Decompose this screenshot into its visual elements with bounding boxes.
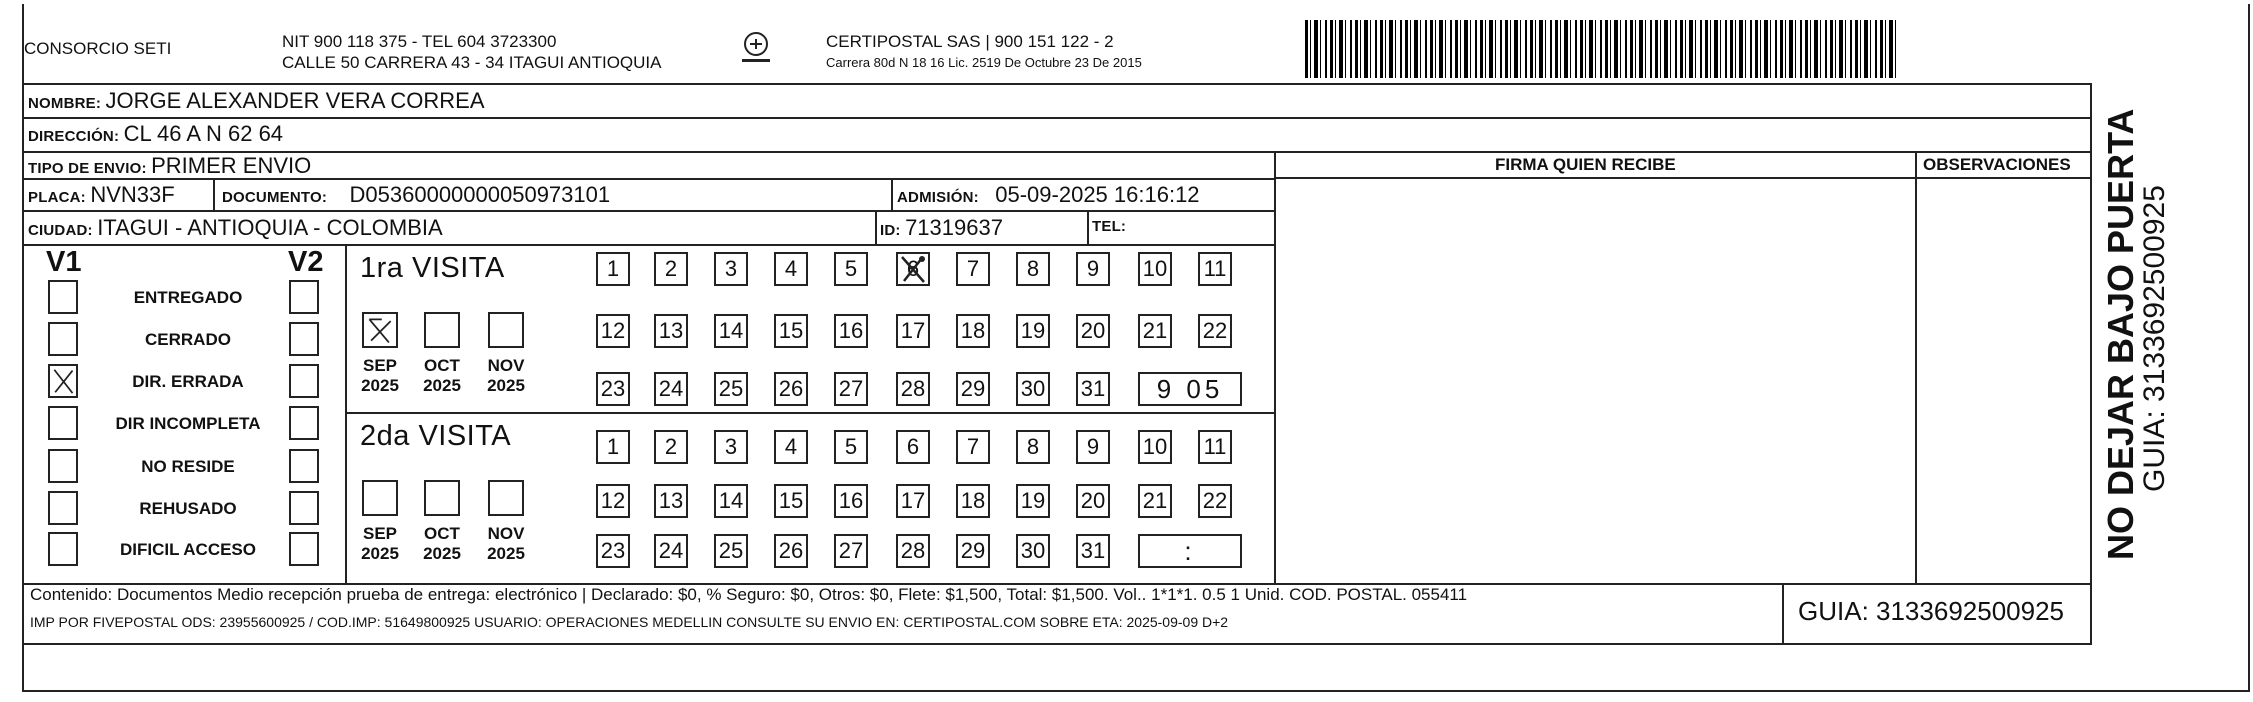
- month-checkbox-nov[interactable]: [488, 480, 524, 516]
- day-box[interactable]: 8: [1016, 252, 1050, 286]
- v2-status-checkbox[interactable]: [289, 491, 319, 525]
- admision-label: ADMISIÓN:: [897, 189, 979, 206]
- day-box[interactable]: 27: [834, 534, 868, 568]
- month-checkbox-sep[interactable]: [362, 312, 398, 348]
- documento-label: DOCUMENTO:: [222, 189, 328, 206]
- license-line: Carrera 80d N 18 16 Lic. 2519 De Octubre 23 De 2015: [826, 55, 1142, 70]
- v2-status-checkbox[interactable]: [289, 449, 319, 483]
- company-name: CONSORCIO SETI: [24, 39, 172, 58]
- month-label: SEP 2025: [361, 356, 399, 395]
- day-box[interactable]: 21: [1138, 484, 1172, 518]
- day-box[interactable]: 20: [1076, 484, 1110, 518]
- status-label: NO RESIDE: [141, 457, 235, 476]
- v2-status-checkbox[interactable]: [289, 322, 319, 356]
- day-box[interactable]: 20: [1076, 314, 1110, 348]
- admision-value: 05-09-2025 16:16:12: [995, 182, 1200, 207]
- day-box[interactable]: 29: [956, 372, 990, 406]
- day-box[interactable]: 17: [896, 314, 930, 348]
- day-box[interactable]: 3: [714, 430, 748, 464]
- day-box[interactable]: 21: [1138, 314, 1172, 348]
- day-box[interactable]: 22: [1198, 314, 1232, 348]
- day-box[interactable]: 10: [1138, 252, 1172, 286]
- side-guia: GUIA: 3133692500925: [2138, 185, 2171, 492]
- day-box[interactable]: 2: [654, 252, 688, 286]
- month-label: NOV 2025: [487, 356, 525, 395]
- id-value: 71319637: [905, 215, 1003, 240]
- day-box[interactable]: 10: [1138, 430, 1172, 464]
- month-label: OCT 2025: [423, 524, 461, 563]
- day-box[interactable]: 9: [1076, 252, 1110, 286]
- firma-header: FIRMA QUIEN RECIBE: [1495, 155, 1676, 174]
- day-box[interactable]: 17: [896, 484, 930, 518]
- tel-label: TEL:: [1092, 218, 1127, 235]
- side-warning: NO DEJAR BAJO PUERTA: [2100, 108, 2141, 560]
- day-box[interactable]: 28: [896, 534, 930, 568]
- status-label: DIR. ERRADA: [132, 372, 244, 391]
- day-box[interactable]: 29: [956, 534, 990, 568]
- v2-status-checkbox[interactable]: [289, 406, 319, 440]
- day-box[interactable]: 22: [1198, 484, 1232, 518]
- day-box[interactable]: 26: [774, 372, 808, 406]
- day-box[interactable]: 16: [834, 314, 868, 348]
- month-checkbox-oct[interactable]: [424, 480, 460, 516]
- day-box[interactable]: 13: [654, 314, 688, 348]
- footer-guia: GUIA: 3133692500925: [1798, 596, 2064, 626]
- day-box[interactable]: 9: [1076, 430, 1110, 464]
- footer-print-line: IMP POR FIVEPOSTAL ODS: 23955600925 / COD.IMP: 51649800925 USUARIO: OPERACIONES MEDELLIN CONSULTE SU ENVIO EN: CERTIPOSTAL.COM SOBRE ETA: 2025-09-09 D+2: [30, 614, 1229, 630]
- day-box[interactable]: 19: [1016, 314, 1050, 348]
- day-box[interactable]: 4: [774, 252, 808, 286]
- day-box[interactable]: 14: [714, 314, 748, 348]
- tipo-envio-value: PRIMER ENVIO: [151, 153, 312, 178]
- day-box[interactable]: 4: [774, 430, 808, 464]
- day-box[interactable]: 24: [654, 372, 688, 406]
- day-box[interactable]: 7: [956, 430, 990, 464]
- day-box[interactable]: 12: [596, 314, 630, 348]
- v1-status-checkbox[interactable]: [48, 364, 78, 398]
- day-box[interactable]: 16: [834, 484, 868, 518]
- day-box[interactable]: 18: [956, 484, 990, 518]
- certipostal-logo-icon: [738, 30, 774, 66]
- day-box[interactable]: 25: [714, 372, 748, 406]
- v1-status-checkbox[interactable]: [48, 449, 78, 483]
- v2-status-checkbox[interactable]: [289, 532, 319, 566]
- month-checkbox-sep[interactable]: [362, 480, 398, 516]
- status-label: DIR INCOMPLETA: [115, 414, 261, 433]
- certipostal-line: CERTIPOSTAL SAS | 900 151 122 - 2: [826, 32, 1114, 51]
- day-box[interactable]: 31: [1076, 372, 1110, 406]
- day-box[interactable]: 15: [774, 484, 808, 518]
- v1-status-checkbox[interactable]: [48, 406, 78, 440]
- nit-line: NIT 900 118 375 - TEL 604 3723300: [282, 32, 557, 51]
- day-box[interactable]: 11: [1198, 430, 1232, 464]
- nombre-value: JORGE ALEXANDER VERA CORREA: [105, 88, 485, 113]
- day-box[interactable]: 30: [1016, 372, 1050, 406]
- guide-form: [22, 83, 2092, 645]
- month-label: NOV 2025: [487, 524, 525, 563]
- second-visit-title: 2da VISITA: [360, 420, 512, 452]
- first-visit-title: 1ra VISITA: [360, 252, 505, 284]
- day-box[interactable]: 8: [1016, 430, 1050, 464]
- day-box[interactable]: 6: [896, 430, 930, 464]
- v2-header: V2: [288, 246, 324, 278]
- nombre-label: NOMBRE:: [28, 95, 102, 112]
- id-label: ID:: [880, 222, 901, 239]
- v1-status-checkbox[interactable]: [48, 532, 78, 566]
- v2-status-checkbox[interactable]: [289, 280, 319, 314]
- day-box[interactable]: 5: [834, 430, 868, 464]
- ciudad-label: CIUDAD:: [28, 222, 93, 239]
- observaciones-header: OBSERVACIONES: [1923, 155, 2071, 174]
- day-box[interactable]: 25: [714, 534, 748, 568]
- direccion-label: DIRECCIÓN:: [28, 128, 120, 145]
- day-box[interactable]: 19: [1016, 484, 1050, 518]
- status-label: REHUSADO: [139, 499, 237, 518]
- day-box[interactable]: 26: [774, 534, 808, 568]
- barcode: [1305, 20, 1900, 78]
- day-box[interactable]: 18: [956, 314, 990, 348]
- footer-content-line: Contenido: Documentos Medio recepción prueba de entrega: electrónico | Declarado: $0, % Seguro: $0, Otros: $0, Flete: $1,500, Total: $1,500. Vol.. 1*1*1. 0.5 1 Unid. COD. POSTAL. 055411: [30, 585, 1468, 604]
- month-label: OCT 2025: [423, 356, 461, 395]
- day-box[interactable]: 2: [654, 430, 688, 464]
- day-box[interactable]: 23: [596, 534, 630, 568]
- v2-status-checkbox[interactable]: [289, 364, 319, 398]
- day-box[interactable]: 27: [834, 372, 868, 406]
- visit-time-box[interactable]: 9 05: [1138, 372, 1242, 406]
- day-box[interactable]: 30: [1016, 534, 1050, 568]
- direccion-value: CL 46 A N 62 64: [123, 121, 284, 146]
- address-line: CALLE 50 CARRERA 43 - 34 ITAGUI ANTIOQUIA: [282, 53, 662, 72]
- placa-label: PLACA:: [28, 189, 86, 206]
- placa-value: NVN33F: [90, 182, 175, 207]
- day-box[interactable]: 24: [654, 534, 688, 568]
- day-box[interactable]: 14: [714, 484, 748, 518]
- documento-value: D05360000000050973101: [349, 182, 611, 207]
- status-label: DIFICIL ACCESO: [119, 540, 256, 559]
- status-label: ENTREGADO: [133, 288, 243, 307]
- tipo-envio-label: TIPO DE ENVIO:: [28, 160, 147, 177]
- day-box[interactable]: 31: [1076, 534, 1110, 568]
- v1-status-checkbox[interactable]: [48, 491, 78, 525]
- v1-status-checkbox[interactable]: [48, 322, 78, 356]
- v1-status-checkbox[interactable]: [48, 280, 78, 314]
- day-box[interactable]: 6: [896, 252, 930, 286]
- visit-time-box[interactable]: :: [1138, 534, 1242, 568]
- day-box[interactable]: 11: [1198, 252, 1232, 286]
- status-label: CERRADO: [145, 330, 231, 349]
- v1-header: V1: [46, 246, 82, 278]
- day-box[interactable]: 1: [596, 430, 630, 464]
- month-checkbox-nov[interactable]: [488, 312, 524, 348]
- day-box[interactable]: 13: [654, 484, 688, 518]
- month-label: SEP 2025: [361, 524, 399, 563]
- day-box[interactable]: 5: [834, 252, 868, 286]
- day-box[interactable]: 23: [596, 372, 630, 406]
- month-checkbox-oct[interactable]: [424, 312, 460, 348]
- day-box[interactable]: 7: [956, 252, 990, 286]
- day-box[interactable]: 3: [714, 252, 748, 286]
- day-box[interactable]: 28: [896, 372, 930, 406]
- day-box[interactable]: 15: [774, 314, 808, 348]
- ciudad-value: ITAGUI - ANTIOQUIA - COLOMBIA: [97, 215, 443, 240]
- day-box[interactable]: 12: [596, 484, 630, 518]
- day-box[interactable]: 1: [596, 252, 630, 286]
